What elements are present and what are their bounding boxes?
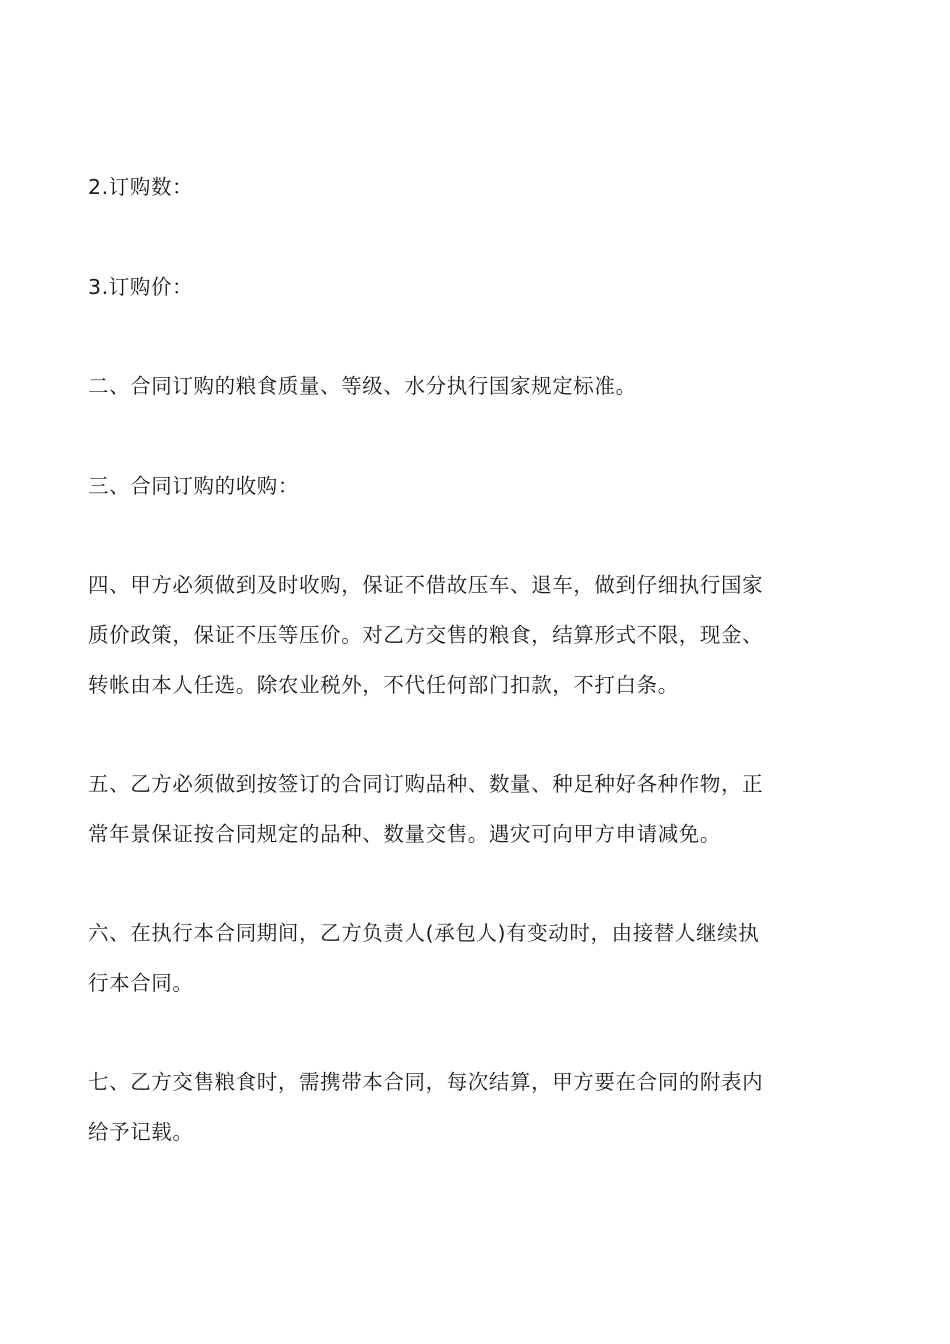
- text-line: 给予记载。: [88, 1120, 194, 1144]
- clause-3-purchase: [88, 461, 868, 511]
- item-order-quantity: [88, 162, 868, 212]
- text-line: 2.订购数：: [88, 175, 194, 199]
- clause-4-party-a-duties: [88, 560, 868, 710]
- text-line: 四、甲方必须做到及时收购，保证不借故压车、退车，做到仔细执行国家: [88, 573, 764, 597]
- text-line: 五、乙方必须做到按签订的合同订购品种、数量、种足种好各种作物，正: [88, 772, 764, 796]
- clause-5-party-b-duties: [88, 759, 868, 859]
- clause-7-record-keeping: [88, 1057, 868, 1157]
- text-line: 二、合同订购的粮食质量、等级、水分执行国家规定标准。: [88, 374, 637, 398]
- item-order-price: [88, 262, 868, 312]
- text-line: 六、在执行本合同期间，乙方负责人(承包人)有变动时，由接替人继续执: [88, 921, 760, 945]
- text-line: 转帐由本人任选。除农业税外，不代任何部门扣款，不打白条。: [88, 673, 679, 697]
- text-line: 常年景保证按合同规定的品种、数量交售。遇灾可向甲方申请减免。: [88, 822, 721, 846]
- text-line: 三、合同订购的收购：: [88, 474, 299, 498]
- text-line: 行本合同。: [88, 971, 194, 995]
- text-line: 3.订购价：: [88, 275, 194, 299]
- clause-6-change-of-responsible: [88, 908, 868, 1008]
- clause-2-quality: [88, 361, 868, 411]
- text-line: 质价政策，保证不压等压价。对乙方交售的粮食，结算形式不限，现金、: [88, 623, 764, 647]
- text-line: 七、乙方交售粮食时，需携带本合同，每次结算，甲方要在合同的附表内: [88, 1070, 764, 1094]
